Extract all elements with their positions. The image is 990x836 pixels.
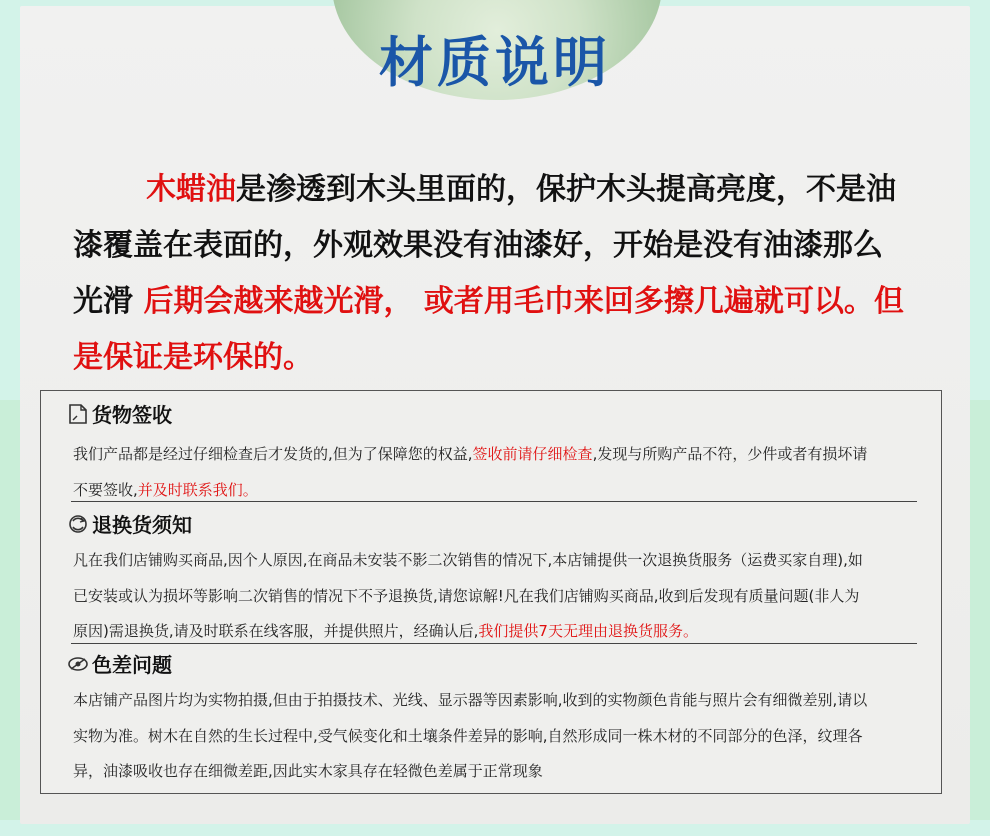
color-line-2: 实物为准。树木在自然的生长过程中,受气候变化和土壤条件差异的影响,自然形成同一株木材的不同部分的色泽，纹理各 xyxy=(73,727,863,745)
intro-line-1 xyxy=(73,162,943,218)
refresh-icon xyxy=(67,513,89,535)
left-decor-bar xyxy=(0,400,20,820)
document-icon xyxy=(67,403,89,425)
receipt-text: ,发现与所购产品不符，少件或者有损坏请 xyxy=(592,445,868,463)
section-title-text: 货物签收 xyxy=(92,403,172,427)
divider xyxy=(71,643,917,644)
section-title-text: 退换货须知 xyxy=(92,513,192,537)
receipt-text: 我们产品都是经过仔细检查后才发货的,但为了保障您的权益, xyxy=(73,445,473,463)
receipt-highlight: 签收前请仔细检查 xyxy=(472,445,593,463)
intro-highlight: 木蜡油 xyxy=(146,172,236,207)
intro-line-2: 漆覆盖在表面的，外观效果没有油漆好，开始是没有油漆那么 xyxy=(73,228,883,263)
intro-highlight: 后期会越来越光滑， 或者用毛巾来回多擦几遍就可以。但 xyxy=(143,284,904,319)
color-line-1: 本店铺产品图片均为实物拍摄,但由于拍摄技术、光线、显示器等因素影响,收到的实物颜色肯能与照片会有细微差别,请以 xyxy=(73,691,868,709)
eye-icon xyxy=(67,653,89,675)
intro-text: 是渗透到木头里面的，保护木头提高亮度，不是油 xyxy=(236,172,896,207)
intro-line-4: 是保证是环保的。 xyxy=(73,340,313,375)
receipt-text: 不要签收, xyxy=(73,481,138,499)
right-decor-bar xyxy=(970,400,990,820)
intro-text: 光滑 xyxy=(73,284,144,319)
divider xyxy=(71,501,917,502)
notice-box xyxy=(40,390,942,794)
returns-line-1: 凡在我们店铺购买商品,因个人原因,在商品未安装不影二次销售的情况下,本店铺提供一次退换货服务（运费买家自理),如 xyxy=(73,551,863,569)
section-title-returns xyxy=(67,509,192,538)
page-title: 材质说明 xyxy=(379,31,611,94)
section-title-receipt xyxy=(67,399,172,428)
intro-paragraph xyxy=(73,162,943,386)
intro-line-3 xyxy=(73,274,943,330)
receipt-line-1 xyxy=(73,443,867,464)
returns-highlight: 我们提供7天无理由退换货服务。 xyxy=(478,622,698,640)
returns-line-3 xyxy=(73,620,698,641)
receipt-line-2 xyxy=(73,479,258,500)
receipt-highlight: 并及时联系我们。 xyxy=(137,481,258,499)
color-line-3: 异，油漆吸收也存在细微差距,因此实木家具存在轻微色差属于正常现象 xyxy=(73,762,543,780)
returns-line-2: 已安装或认为损坏等影响二次销售的情况下不予退换货,请您谅解!凡在我们店铺购买商品,收到后发现有质量问题(非人为 xyxy=(73,587,860,605)
section-title-color xyxy=(67,649,172,678)
section-title-text: 色差问题 xyxy=(92,653,172,677)
returns-text: 原因)需退换货,请及时联系在线客服，并提供照片，经确认后, xyxy=(73,622,479,640)
